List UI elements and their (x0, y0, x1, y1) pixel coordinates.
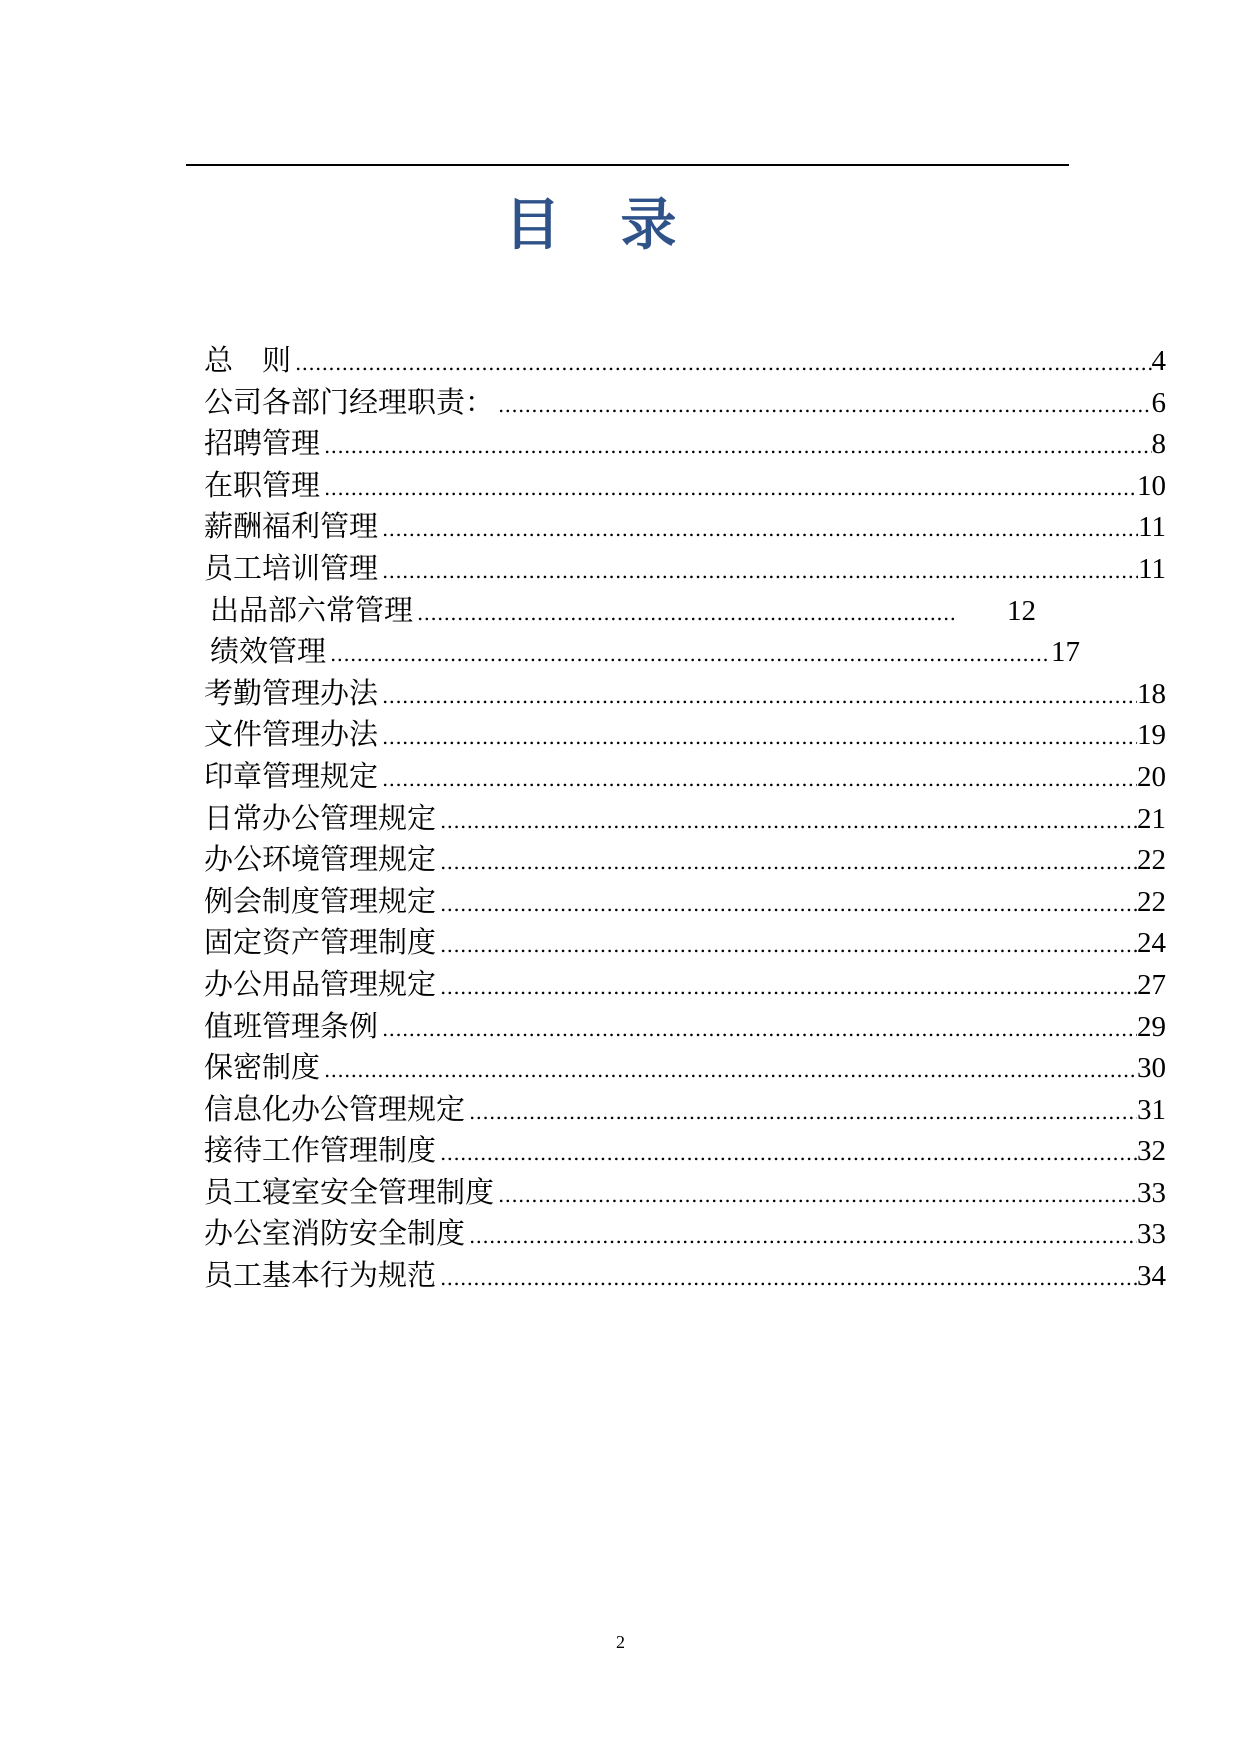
toc-leader-dots (378, 676, 1137, 715)
toc-entry-label: 考勤管理办法 (204, 675, 379, 710)
toc-entry-label: 招聘管理 (204, 426, 321, 461)
toc-entry-page: 29 (1137, 1010, 1166, 1043)
toc-entry-page: 11 (1138, 511, 1166, 544)
toc-leader-dots (436, 967, 1137, 1006)
toc-entry-page: 4 (1151, 345, 1166, 377)
toc-entry-label: 出品部六常管理 (210, 592, 414, 627)
toc-entry-page: 18 (1137, 677, 1166, 710)
toc-entry[interactable] (204, 548, 1166, 590)
toc-entry-page: 11 (1138, 552, 1166, 585)
toc-leader-dots (465, 1216, 1137, 1255)
toc-entry[interactable] (204, 1006, 1166, 1048)
toc-leader-dots (378, 551, 1138, 590)
toc-entry[interactable] (204, 590, 1166, 632)
toc-entry-label: 印章管理规定 (204, 758, 379, 793)
toc-entry-page: 24 (1137, 927, 1166, 960)
toc-leader-dots (436, 1258, 1137, 1297)
toc-entry[interactable] (204, 1047, 1166, 1089)
toc-entry-label: 办公用品管理规定 (204, 966, 437, 1001)
toc-entry[interactable] (204, 382, 1166, 424)
toc-entry[interactable] (204, 1213, 1166, 1255)
toc-entry[interactable] (204, 631, 1080, 673)
toc-entry-label: 文件管理办法 (204, 717, 379, 752)
toc-leader-dots (378, 1009, 1137, 1048)
toc-entry[interactable] (204, 1172, 1166, 1214)
toc-leader-dots (378, 509, 1138, 548)
toc-leader-dots (436, 1133, 1137, 1172)
toc-entry[interactable] (204, 922, 1166, 964)
toc-leader-dots (436, 842, 1137, 881)
toc-entry-page: 17 (1051, 636, 1080, 669)
toc-entry[interactable] (204, 465, 1166, 507)
toc-entry-page: 32 (1137, 1135, 1166, 1168)
toc-entry-label: 固定资产管理制度 (204, 925, 437, 960)
toc-leader-dots (378, 759, 1137, 798)
toc-entry-label: 办公环境管理规定 (204, 842, 437, 877)
toc-entry[interactable] (204, 673, 1166, 715)
toc-entry[interactable] (204, 423, 1166, 465)
toc-entry-page: 22 (1137, 844, 1166, 877)
toc-entry-label: 办公室消防安全制度 (204, 1216, 466, 1251)
toc-leader-dots (494, 385, 1151, 424)
toc-entry-page: 12 (1007, 594, 1037, 627)
toc-entry[interactable] (204, 340, 1166, 382)
toc-entry-label: 公司各部门经理职责： (204, 384, 495, 419)
toc-entry[interactable] (204, 964, 1166, 1006)
toc-entry-page: 33 (1137, 1176, 1166, 1209)
page-number: 2 (616, 1632, 625, 1652)
toc-entry-label: 日常办公管理规定 (204, 800, 437, 835)
toc-entry-page: 30 (1137, 1052, 1166, 1085)
toc-leader-dots (326, 634, 1051, 673)
toc-leader-dots (320, 1050, 1137, 1089)
toc-entry-label: 接待工作管理制度 (204, 1133, 437, 1168)
toc-leader-dots (378, 717, 1137, 756)
toc-leader-dots (465, 1092, 1137, 1131)
toc-leader-dots (436, 925, 1137, 964)
toc-entry-page: 10 (1137, 469, 1166, 502)
toc-entry[interactable] (204, 1130, 1166, 1172)
toc-entry-page: 19 (1137, 719, 1166, 752)
toc-entry-label: 保密制度 (204, 1050, 321, 1085)
toc-entry[interactable] (204, 1255, 1166, 1297)
title-char-1: 目 (504, 193, 621, 258)
toc-leader-dots (291, 343, 1151, 382)
header-rule (186, 164, 1069, 166)
toc-leader-dots (320, 468, 1137, 507)
toc-entry-label: 员工培训管理 (204, 550, 379, 585)
toc-leader-dots (320, 426, 1151, 465)
toc-entry[interactable] (204, 714, 1166, 756)
toc-entry[interactable] (204, 798, 1166, 840)
toc-entry-label: 薪酬福利管理 (204, 509, 379, 544)
toc-entry-page: 8 (1151, 428, 1166, 461)
toc-title (0, 186, 1241, 266)
toc-entry-label: 员工基本行为规范 (204, 1258, 437, 1293)
toc-leader-dots (413, 593, 957, 632)
table-of-contents (204, 340, 1166, 1297)
toc-entry-page: 6 (1151, 386, 1166, 419)
toc-entry-label: 总 则 (204, 343, 292, 377)
toc-leader-dots (436, 884, 1137, 923)
toc-entry[interactable] (204, 881, 1166, 923)
toc-entry-label: 信息化办公管理规定 (204, 1091, 466, 1126)
toc-entry[interactable] (204, 1089, 1166, 1131)
toc-entry-page: 27 (1137, 968, 1166, 1001)
toc-entry-label: 值班管理条例 (204, 1008, 379, 1043)
toc-entry-page: 34 (1137, 1260, 1166, 1293)
toc-entry[interactable] (204, 756, 1166, 798)
toc-entry[interactable] (204, 839, 1166, 881)
toc-entry-label: 在职管理 (204, 467, 321, 502)
toc-leader-dots (494, 1175, 1137, 1214)
toc-entry-page: 33 (1137, 1218, 1166, 1251)
title-char-2: 录 (620, 193, 737, 258)
toc-entry-label: 例会制度管理规定 (204, 883, 437, 918)
toc-entry-page: 22 (1137, 885, 1166, 918)
toc-entry-page: 31 (1137, 1093, 1166, 1126)
toc-leader-dots (436, 801, 1137, 840)
toc-entry-label: 员工寝室安全管理制度 (204, 1174, 495, 1209)
toc-entry[interactable] (204, 506, 1166, 548)
toc-entry-page: 21 (1137, 802, 1166, 835)
toc-entry-page: 20 (1137, 760, 1166, 793)
toc-entry-label: 绩效管理 (210, 634, 327, 669)
